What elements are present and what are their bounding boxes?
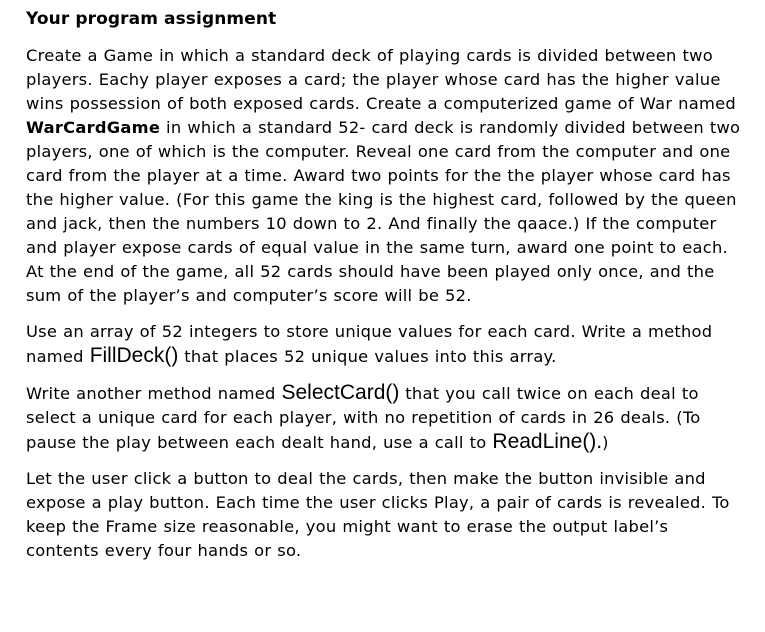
- paragraph-text: in which a standard 52- card deck is randomly divided between two players, one of which is the computer. Reveal one card from the computer and one card from the player at a time. Award two points for the the player whose card has the higher value. (For this game the king is the highest card, followed by the queen and jack, then the numbers 10 down to 2. And finally the qaace.) If the computer and player expose cards of equal value in the same turn, award one point to each. At the end of the game, all 52 cards should have been played only once, and the sum of the player’s and computer’s score will be 52.: [26, 118, 741, 305]
- paragraph-text: Use an array of 52 integers to store unique values for each card. Write a method named: [26, 322, 713, 366]
- paragraph-array-instructions: [26, 320, 746, 369]
- paragraph-text: Write another method named: [26, 384, 282, 403]
- paragraph-text: Let the user click a button to deal the cards, then make the button invisible and expose a play button. Each time the user clicks Play, a pair of cards is revealed. To keep the Frame size reasonable, you might want to erase the output label’s contents every four hands or so.: [26, 469, 730, 560]
- paragraph-ui-instructions: [26, 467, 746, 563]
- paragraph-text: that you call twice on each deal to select a unique card for each player, with no repetition of cards in 26 deals. (To pause the play between each dealt hand, use a call to: [26, 384, 701, 452]
- paragraph-selectcard-instructions: [26, 381, 746, 455]
- method-name-readline: ReadLine().: [492, 430, 603, 453]
- assignment-document: [26, 8, 746, 575]
- method-name-filldeck: FillDeck(): [89, 344, 179, 367]
- class-name-bold: WarCardGame: [26, 118, 161, 137]
- paragraph-text: Create a Game in which a standard deck of playing cards is divided between two players. Eachy player exposes a card; the player whose card has the higher value wins possession of both exposed cards. Create a computerized game of War named: [26, 46, 736, 113]
- paragraph-text: ): [602, 433, 609, 452]
- page-title: Your program assignment: [26, 9, 277, 29]
- paragraph-game-description: [26, 44, 746, 308]
- method-name-selectcard: SelectCard(): [281, 381, 400, 404]
- paragraph-text: that places 52 unique values into this array.: [178, 347, 557, 366]
